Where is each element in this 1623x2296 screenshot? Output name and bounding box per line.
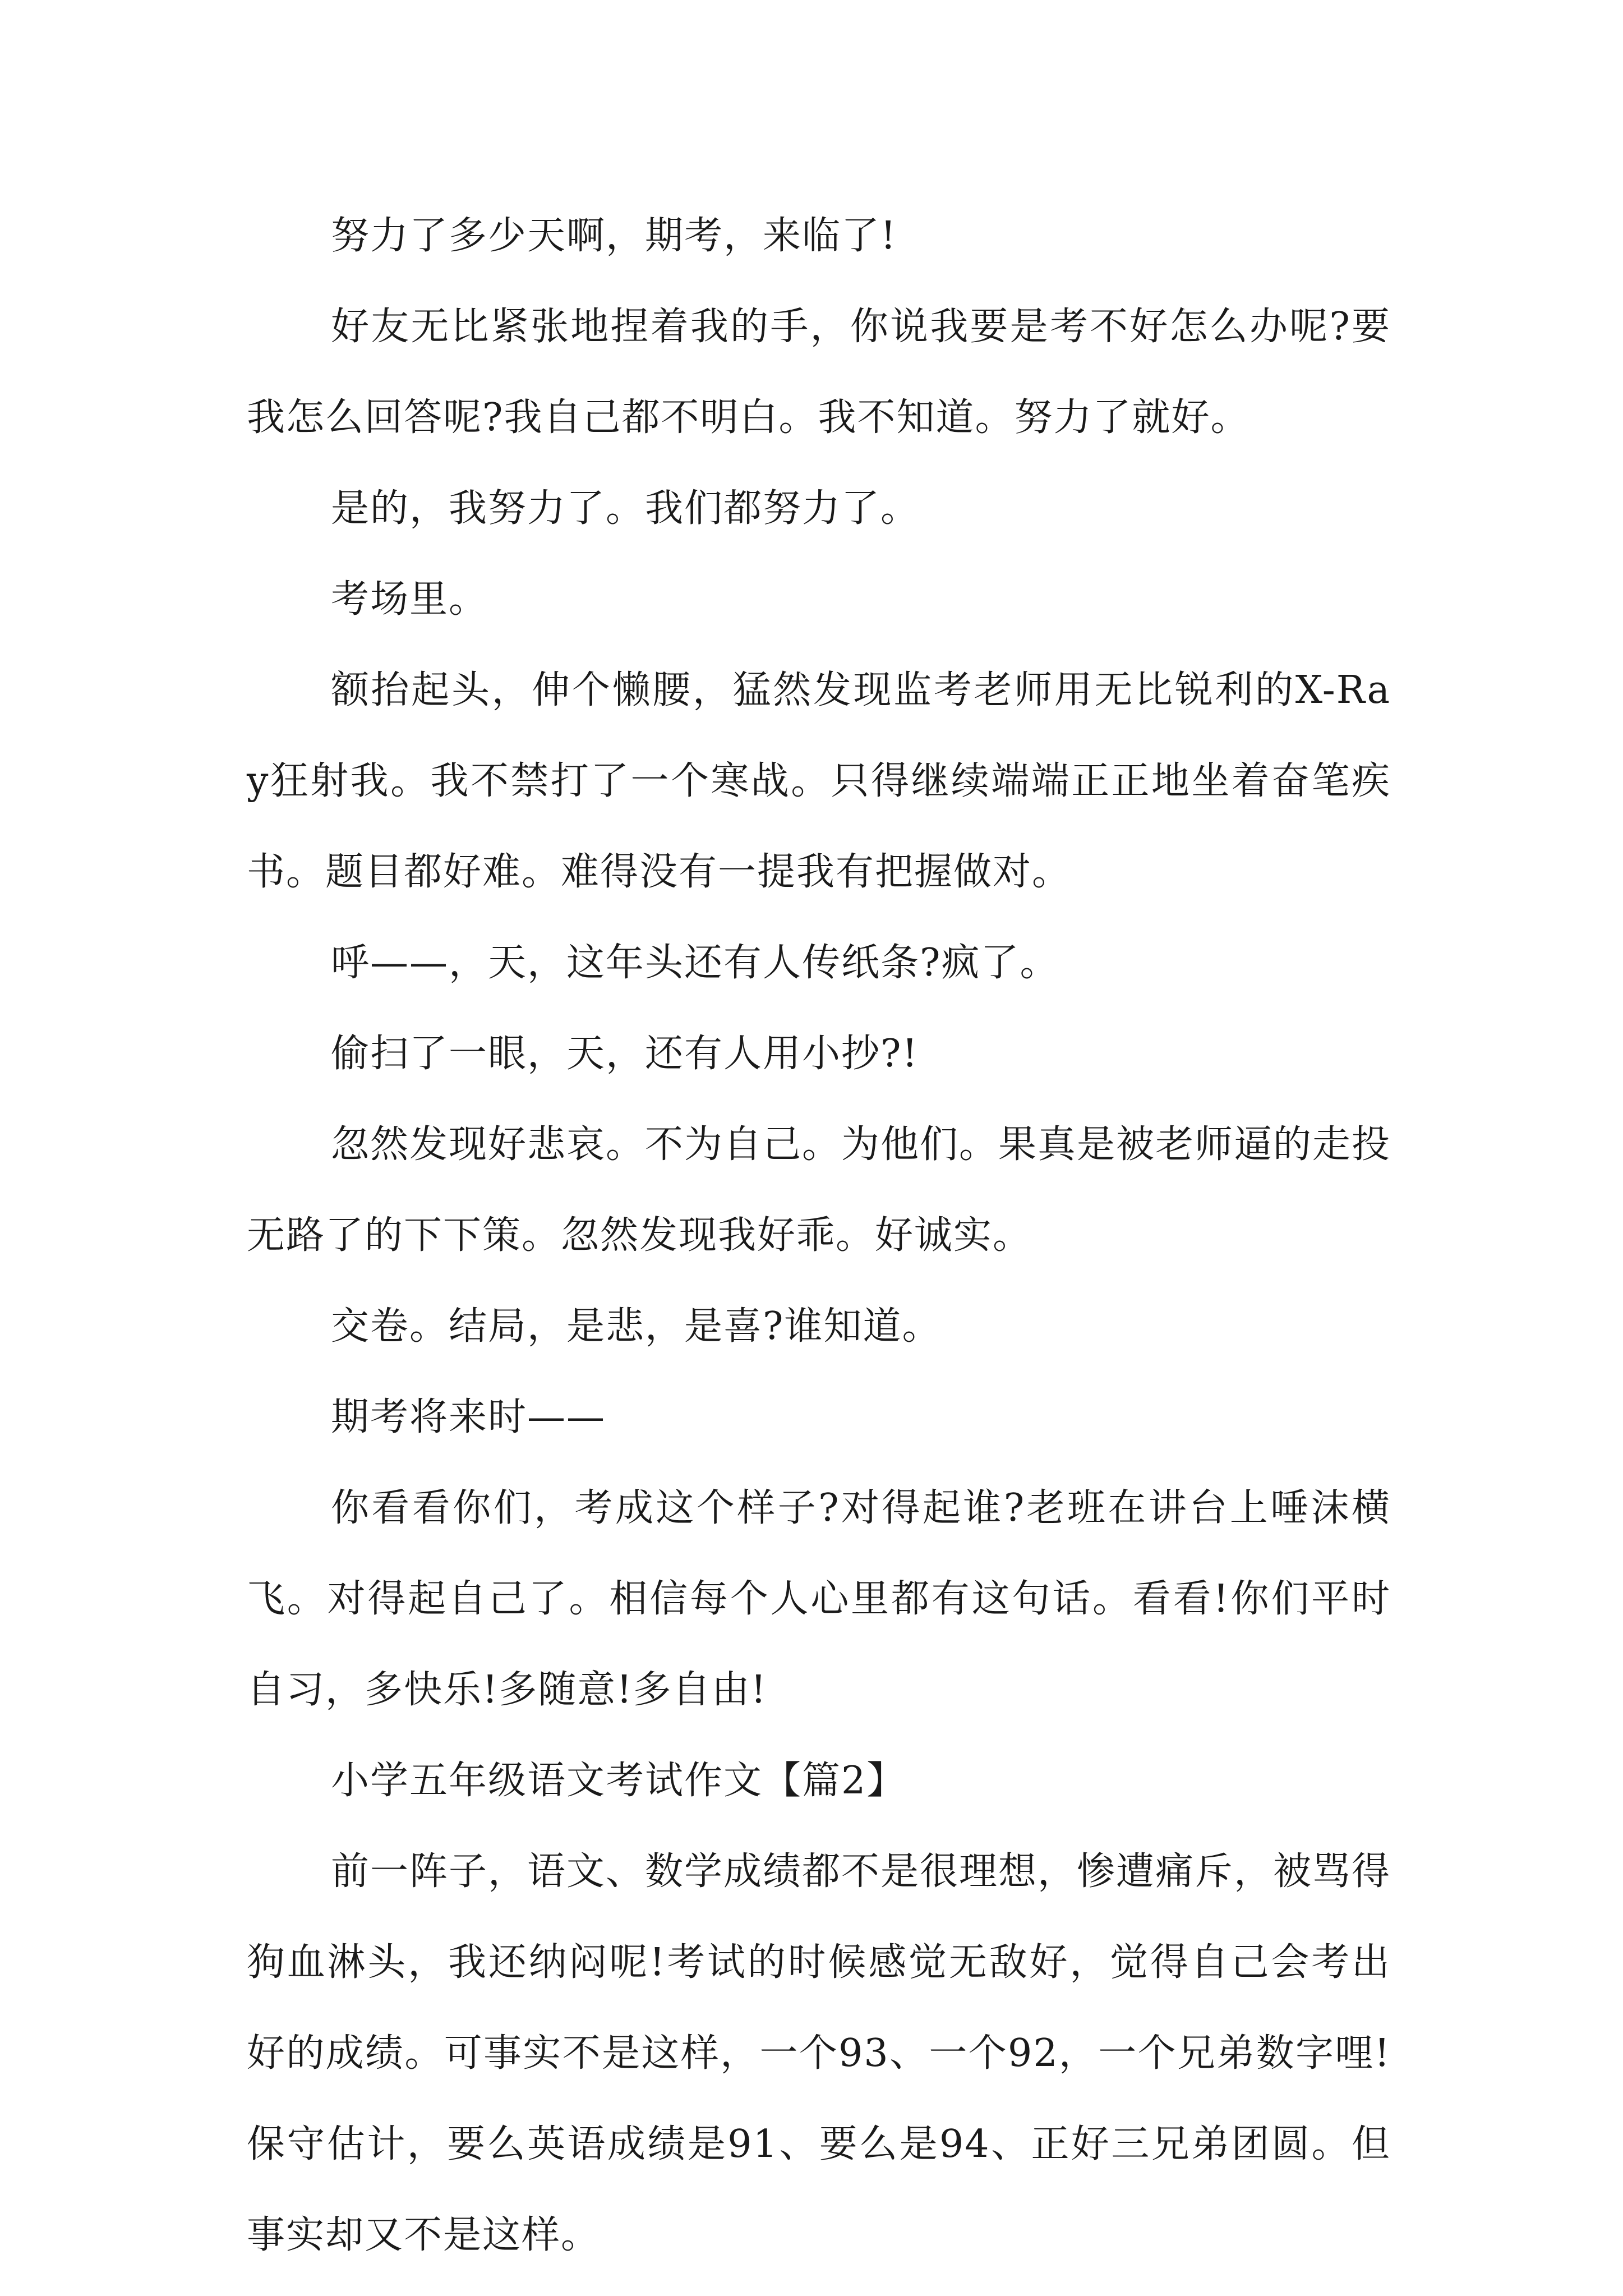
paragraph-4: 考场里。 (331, 577, 488, 622)
paragraph-9: 交卷。结局，是悲，是喜?谁知道。 (331, 1304, 942, 1349)
section-heading: 小学五年级语文考试作文【篇2】 (331, 1759, 906, 1803)
paragraph-8: 忽然发现好悲哀。不为自己。为他们。果真是被老师逼的走投无路了的下下策。忽然发现我好乖。好诚实。 (247, 1122, 1391, 1258)
paragraph-2: 好友无比紧张地捏着我的手，你说我要是考不好怎么办呢?要我怎么回答呢?我自己都不明白。我不知道。努力了就好。 (247, 305, 1391, 440)
paragraph-1: 努力了多少天啊，期考，来临了! (331, 214, 897, 258)
paragraph-3: 是的，我努力了。我们都努力了。 (331, 486, 920, 531)
paragraph-5: 额抬起头，伸个懒腰，猛然发现监考老师用无比锐利的X-Ray狂射我。我不禁打了一个寒战。只得继续端端正正地坐着奋笔疾书。题目都好难。难得没有一提我有把握做对。 (247, 668, 1391, 894)
paragraph-10: 期考将来时—— (331, 1395, 606, 1439)
paragraph-11: 你看看你们，考成这个样子?对得起谁?老班在讲台上唾沫横飞。对得起自己了。相信每个人心里都有这句话。看看!你们平时自习，多快乐!多随意!多自由! (247, 1486, 1391, 1712)
document-body (247, 191, 1391, 2281)
paragraph-7: 偷扫了一眼，天，还有人用小抄?! (331, 1032, 919, 1076)
paragraph-12: 前一阵子，语文、数学成绩都不是很理想，惨遭痛斥，被骂得狗血淋头，我还纳闷呢!考试的时候感觉无敌好，觉得自己会考出好的成绩。可事实不是这样，一个93、一个92，一个兄弟数字哩!保守估计，要么英语成绩是91、要么是94、正好三兄弟团圆。但事实却又不是这样。 (247, 1849, 1391, 2257)
paragraph-6: 呼——，天，这年头还有人传纸条?疯了。 (331, 941, 1059, 985)
